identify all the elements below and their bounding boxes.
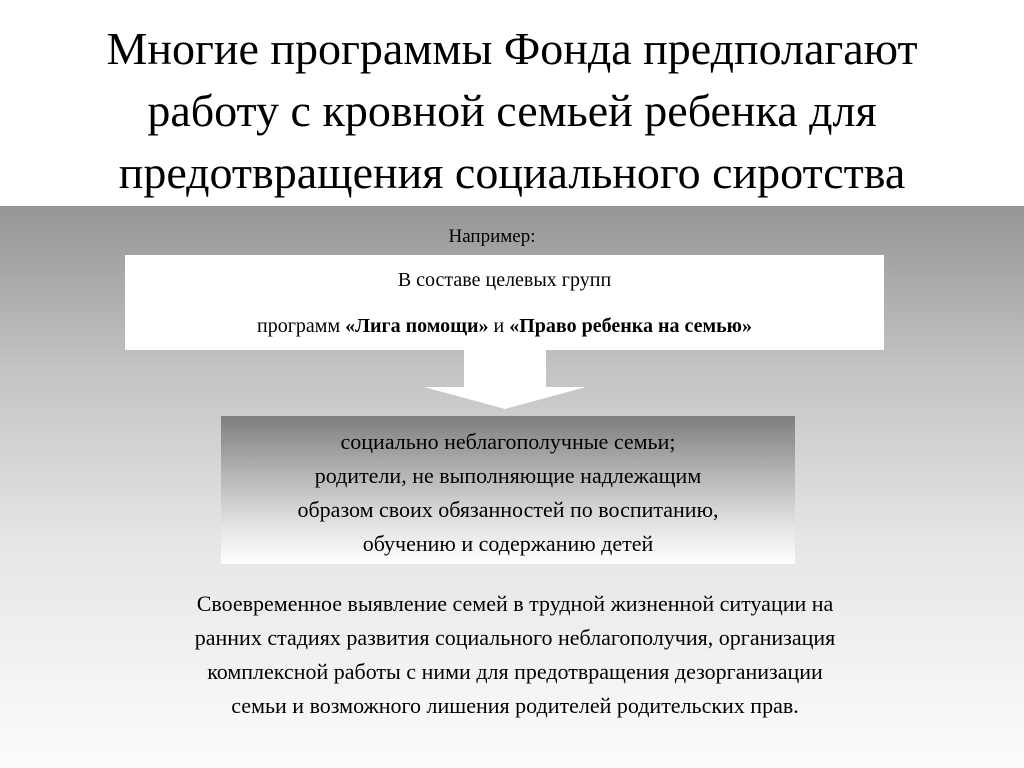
title-line: работу с кровной семьей ребенка для (147, 85, 877, 136)
programs-prefix: программ (257, 315, 346, 337)
programs-line (125, 312, 884, 340)
example-label: Например: (448, 226, 536, 247)
summary-line: ранних стадиях развития социального неблагополучия, организация (194, 625, 836, 650)
title-line: Многие программы Фонда предполагают (106, 23, 918, 74)
title-line: предотвращения социального сиротства (118, 147, 906, 198)
summary-line: Своевременное выявление семей в трудной жизненной ситуации на (196, 591, 834, 616)
summary-text (60, 587, 970, 723)
program-name-liga: «Лига помощи» (345, 315, 489, 337)
program-name-pravo: «Право ребенка на семью» (509, 315, 752, 337)
slide-title (0, 18, 1024, 204)
families-line: образом своих обязанностей по воспитанию, (297, 497, 719, 522)
target-groups-heading: В составе целевых групп (397, 269, 612, 291)
families-line: социально неблагополучные семьи; (340, 429, 676, 454)
summary-line: комплексной работы с ними для предотвращения дезорганизации (207, 659, 823, 684)
target-groups-box (125, 255, 884, 350)
down-arrow-icon (424, 349, 586, 409)
families-description-box (221, 416, 795, 564)
summary-line: семьи и возможного лишения родителей родительских прав. (231, 693, 799, 718)
families-line: родители, не выполняющие надлежащим (314, 463, 702, 488)
families-line: обучению и содержанию детей (362, 531, 654, 556)
programs-joiner: и (488, 315, 510, 337)
